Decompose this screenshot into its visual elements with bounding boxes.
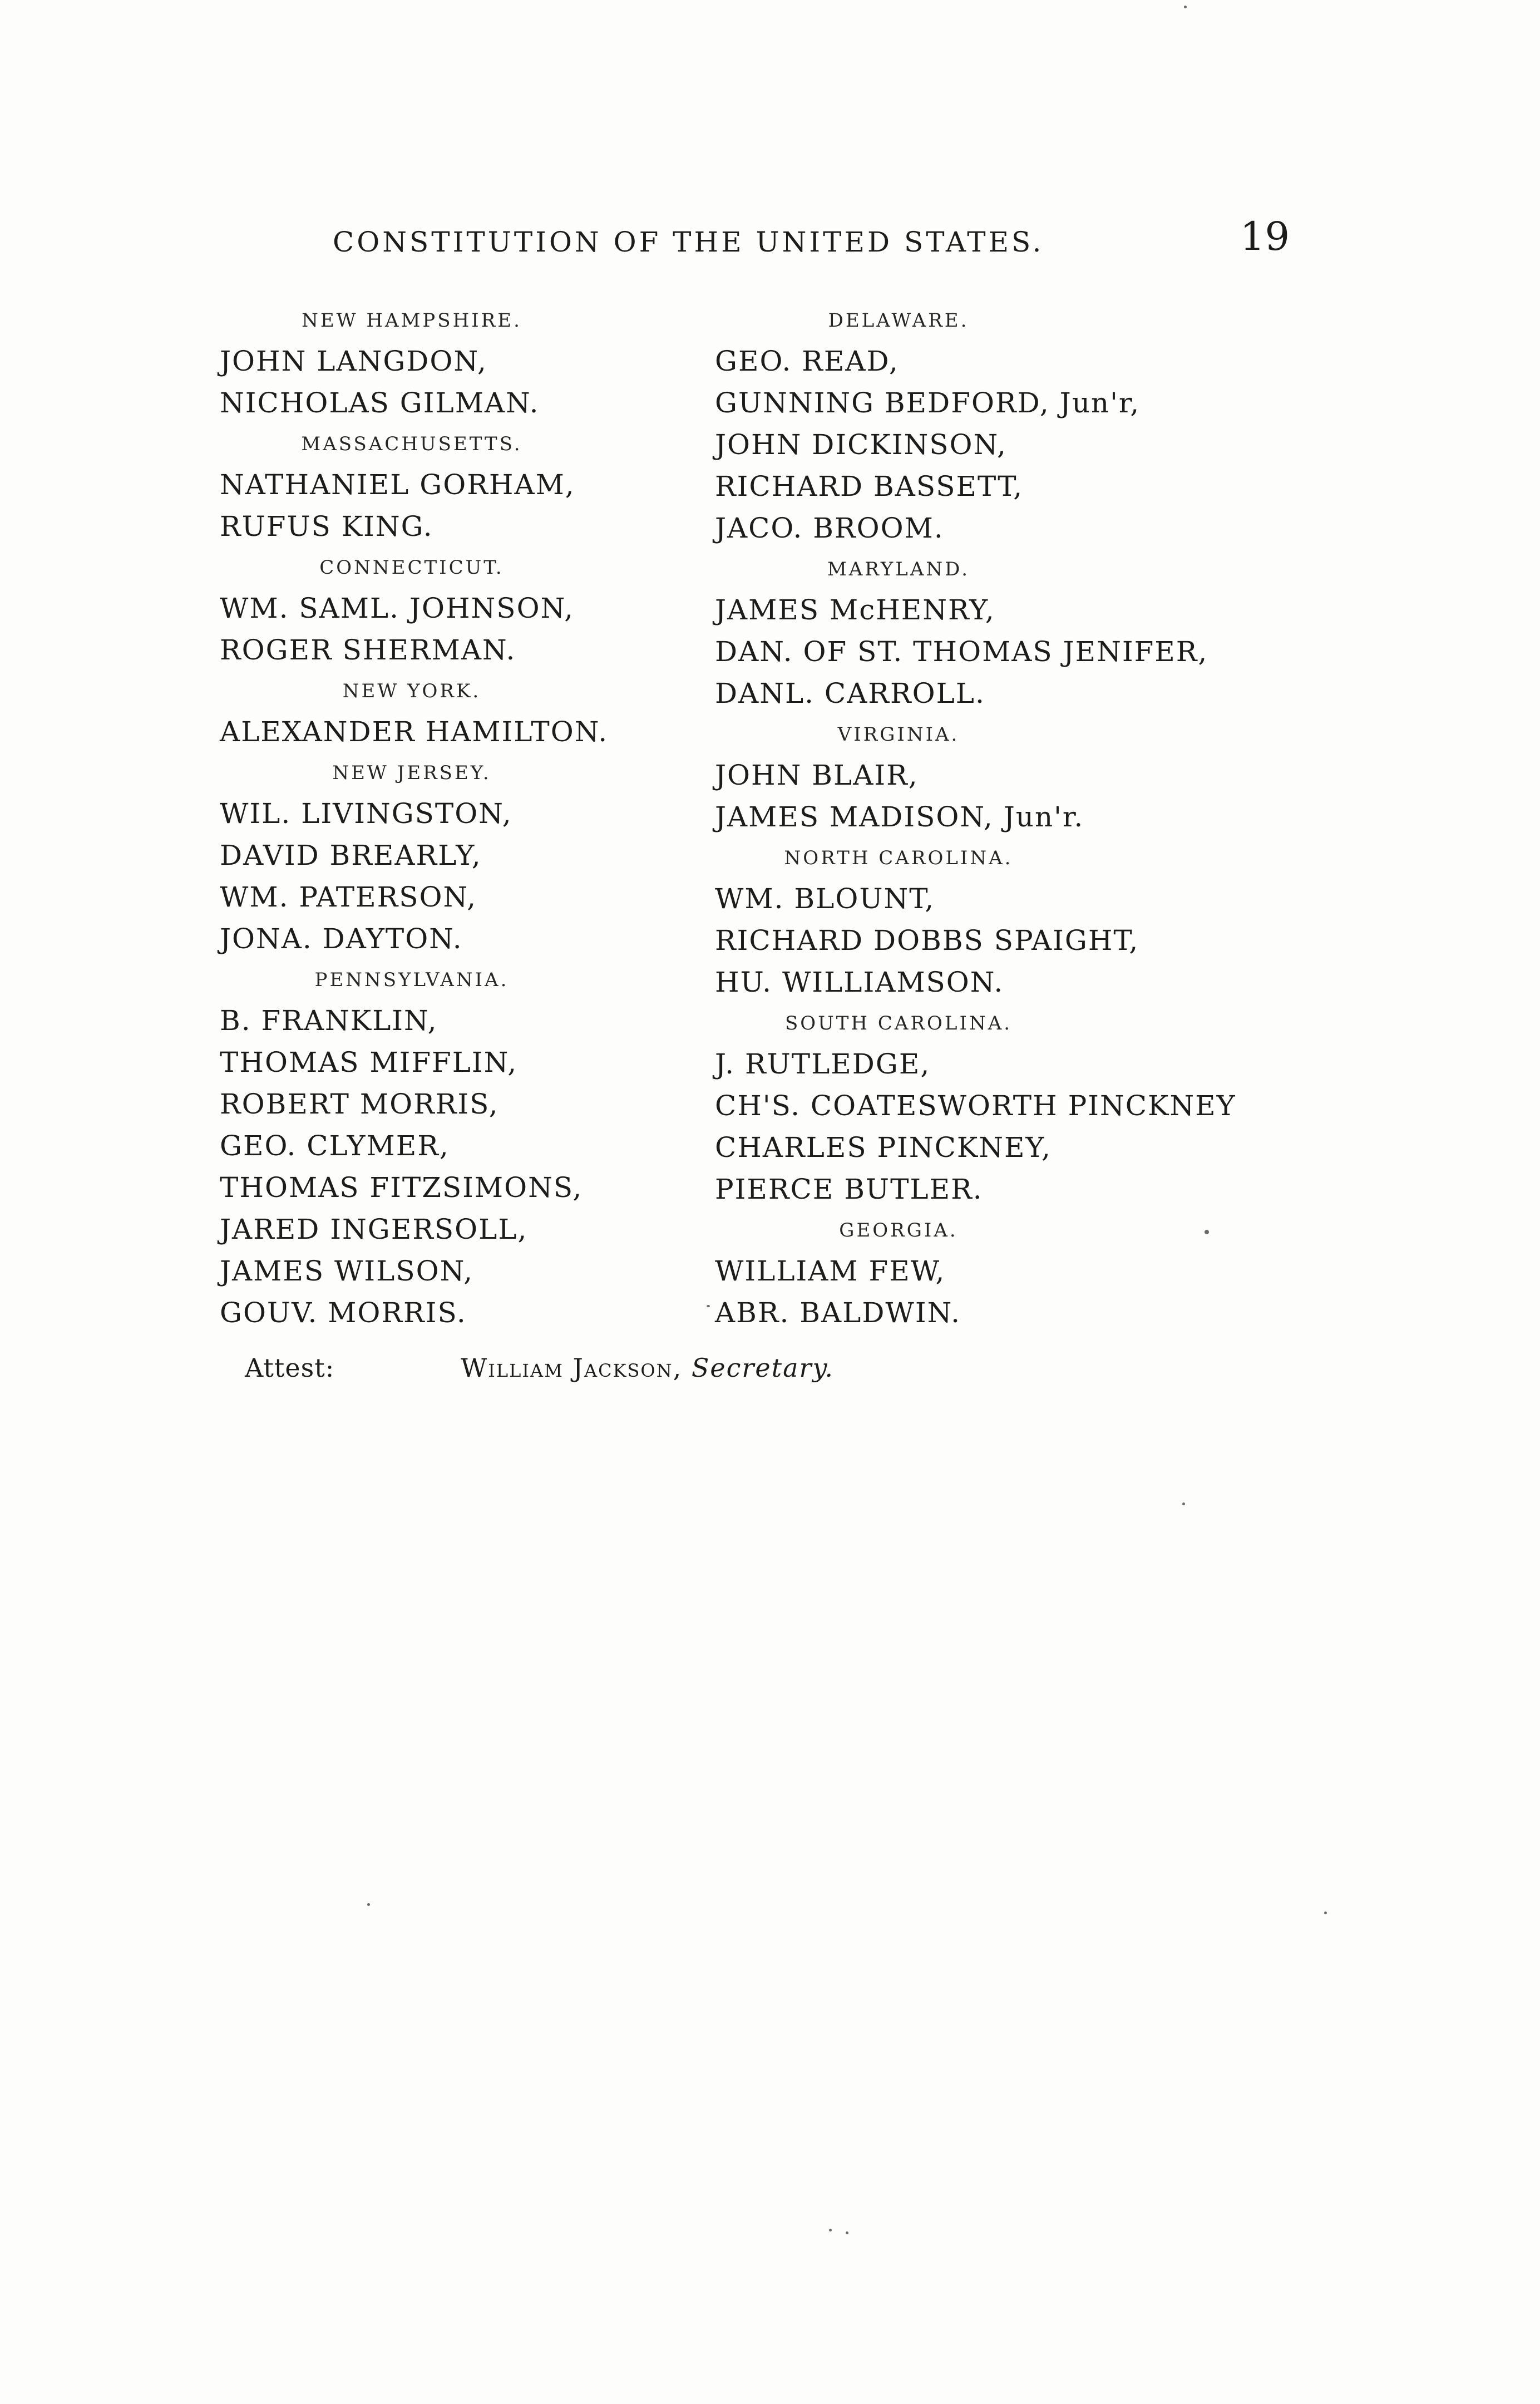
signer-name: B. FRANKLIN, bbox=[220, 1004, 438, 1037]
signer-name: PIERCE BUTLER. bbox=[715, 1173, 983, 1205]
signer-name: JOHN LANGDON, bbox=[220, 345, 487, 377]
running-header bbox=[333, 214, 1290, 266]
signers-right-column bbox=[715, 300, 1277, 1334]
signer-name: ABR. BALDWIN. bbox=[715, 1297, 961, 1329]
signer-name: JONA. DAYTON. bbox=[220, 923, 463, 955]
scan-speck bbox=[1182, 1502, 1185, 1505]
signer-name: CH'S. COATESWORTH PINCKNEY bbox=[715, 1090, 1236, 1122]
signer-name: WILLIAM FEW, bbox=[715, 1255, 946, 1287]
state-heading: SOUTH CAROLINA. bbox=[784, 1012, 1013, 1034]
signer-name: RICHARD BASSETT, bbox=[715, 470, 1024, 503]
signer-name: DANL. CARROLL. bbox=[715, 677, 985, 710]
scan-speck bbox=[367, 1903, 370, 1906]
signer-name: JACO. BROOM. bbox=[715, 512, 944, 544]
state-heading: NEW JERSEY. bbox=[332, 762, 491, 784]
signer-name: RUFUS KING. bbox=[220, 510, 433, 543]
signer-name: WIL. LIVINGSTON, bbox=[220, 797, 512, 830]
signer-name: JAMES WILSON, bbox=[220, 1255, 474, 1287]
signer-name: WM. SAML. JOHNSON, bbox=[220, 592, 575, 624]
scan-speck bbox=[829, 2229, 832, 2231]
signer-name: THOMAS MIFFLIN, bbox=[220, 1046, 518, 1078]
scan-speck bbox=[1184, 6, 1187, 8]
state-heading: CONNECTICUT. bbox=[319, 556, 504, 579]
attestation bbox=[245, 1349, 1024, 1394]
signer-name: DAN. OF ST. THOMAS JENIFER, bbox=[715, 636, 1208, 668]
signer-name: CHARLES PINCKNEY, bbox=[715, 1131, 1052, 1164]
state-heading: NEW YORK. bbox=[342, 680, 481, 702]
signer-name: NICHOLAS GILMAN. bbox=[220, 387, 540, 419]
scan-speck bbox=[1324, 1912, 1327, 1914]
state-heading: MASSACHUSETTS. bbox=[301, 433, 522, 455]
signer-name: RICHARD DOBBS SPAIGHT, bbox=[715, 924, 1139, 957]
state-heading: GEORGIA. bbox=[839, 1219, 958, 1242]
signer-name: GEO. READ, bbox=[715, 345, 899, 377]
signer-name: THOMAS FITZSIMONS, bbox=[220, 1171, 583, 1204]
state-heading: MARYLAND. bbox=[827, 558, 970, 580]
state-heading: NEW HAMPSHIRE. bbox=[302, 309, 522, 332]
signer-name: NATHANIEL GORHAM, bbox=[220, 469, 575, 501]
page-number: 19 bbox=[1240, 214, 1290, 259]
signer-name: GUNNING BEDFORD, Jun'r, bbox=[715, 387, 1141, 419]
signer-name: JOHN DICKINSON, bbox=[715, 428, 1007, 461]
attest-name: William Jackson, bbox=[461, 1353, 683, 1383]
signer-name: GOUV. MORRIS. bbox=[220, 1297, 467, 1329]
signer-name: ALEXANDER HAMILTON. bbox=[220, 716, 609, 748]
attest-signature bbox=[461, 1353, 834, 1383]
signer-name: JAMES McHENRY, bbox=[715, 594, 995, 626]
state-heading: DELAWARE. bbox=[828, 309, 969, 332]
signer-name: ROBERT MORRIS, bbox=[220, 1088, 499, 1120]
signers-left-column bbox=[220, 300, 720, 1334]
signer-name: HU. WILLIAMSON. bbox=[715, 966, 1004, 998]
state-heading: NORTH CAROLINA. bbox=[784, 847, 1013, 869]
signer-name: WM. BLOUNT, bbox=[715, 883, 935, 915]
signer-name: JAMES MADISON, Jun'r. bbox=[715, 801, 1084, 833]
scan-speck bbox=[1205, 1230, 1209, 1234]
signer-name: J. RUTLEDGE, bbox=[715, 1048, 931, 1080]
signer-name: GEO. CLYMER, bbox=[220, 1130, 450, 1162]
attest-title: Secretary. bbox=[691, 1353, 835, 1383]
scan-speck bbox=[846, 2231, 848, 2234]
state-heading: VIRGINIA. bbox=[837, 723, 960, 746]
state-heading: PENNSYLVANIA. bbox=[314, 969, 509, 991]
scan-speck bbox=[707, 1305, 710, 1307]
signer-name: JOHN BLAIR, bbox=[715, 759, 919, 791]
signer-name: ROGER SHERMAN. bbox=[220, 634, 516, 666]
signer-name: WM. PATERSON, bbox=[220, 881, 477, 913]
attest-label: Attest: bbox=[245, 1353, 335, 1383]
running-title: CONSTITUTION OF THE UNITED STATES. bbox=[333, 226, 1044, 258]
signer-name: JARED INGERSOLL, bbox=[220, 1213, 528, 1245]
signer-name: DAVID BREARLY, bbox=[220, 839, 482, 871]
